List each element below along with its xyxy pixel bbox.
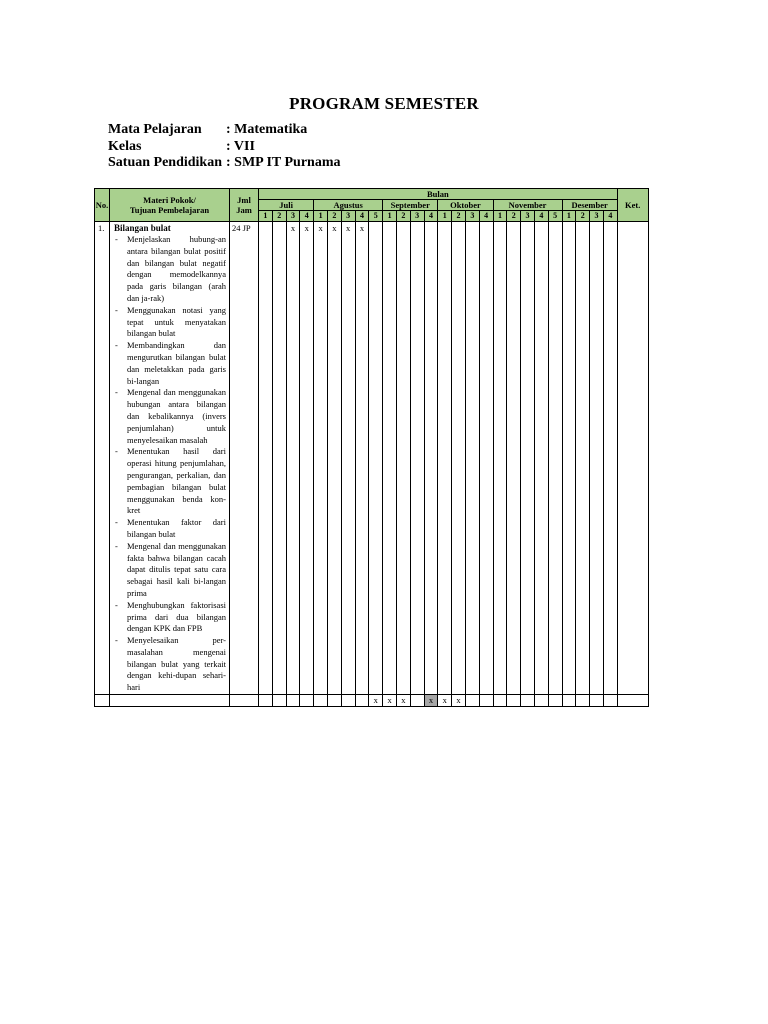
header-month: November bbox=[493, 200, 562, 211]
bullet-dash: - bbox=[115, 446, 118, 457]
week-mark-cell bbox=[355, 695, 369, 707]
week-mark-cell bbox=[479, 695, 493, 707]
header-week: 2 bbox=[452, 211, 466, 222]
week-mark-cell bbox=[576, 222, 590, 695]
header-week: 1 bbox=[438, 211, 452, 222]
header-materi-line1: Materi Pokok/ bbox=[143, 195, 196, 205]
week-mark-cell bbox=[548, 695, 562, 707]
week-mark-cell: x bbox=[396, 695, 410, 707]
jml-jam-cell bbox=[230, 695, 259, 707]
week-mark-cell bbox=[479, 222, 493, 695]
objective-text: Menentukan faktor dari bilangan bulat bbox=[127, 517, 226, 539]
header-month: Desember bbox=[562, 200, 617, 211]
week-mark-cell bbox=[286, 695, 300, 707]
week-mark-cell bbox=[590, 695, 604, 707]
week-mark-cell bbox=[603, 695, 617, 707]
week-mark-cell bbox=[383, 222, 397, 695]
week-mark-cell bbox=[562, 222, 576, 695]
header-week: 3 bbox=[341, 211, 355, 222]
objective-item bbox=[114, 305, 226, 340]
objective-item bbox=[114, 541, 226, 600]
week-mark-cell: x bbox=[369, 695, 383, 707]
header-week: 3 bbox=[410, 211, 424, 222]
header-week: 5 bbox=[548, 211, 562, 222]
bullet-dash: - bbox=[115, 387, 118, 398]
week-mark-cell: x bbox=[452, 695, 466, 707]
week-mark-cell bbox=[507, 222, 521, 695]
header-week: 4 bbox=[300, 211, 314, 222]
week-mark-cell bbox=[259, 222, 273, 695]
objective-text: Mengenal dan menggunakan fakta bahwa bilangan cacah dapat ditulis tepat satu cara sebagai hasil kali bi-langan prima bbox=[127, 540, 226, 598]
objective-text: Menyelesaikan per-masalahan mengenai bilangan bulat yang terkait dengan kehi-dupan sehari-hari bbox=[127, 635, 226, 693]
bullet-dash: - bbox=[115, 540, 118, 551]
week-mark-cell bbox=[259, 695, 273, 707]
header-week: 3 bbox=[521, 211, 535, 222]
header-materi-line2: Tujuan Pembelajaran bbox=[129, 205, 210, 215]
bullet-dash: - bbox=[115, 599, 118, 610]
table-row bbox=[95, 695, 649, 707]
info-value: : Matematika bbox=[226, 122, 308, 137]
info-satuan-pendidikan bbox=[108, 155, 340, 172]
week-mark-cell bbox=[369, 222, 383, 695]
header-week: 1 bbox=[314, 211, 328, 222]
document-title: PROGRAM SEMESTER bbox=[289, 94, 479, 113]
week-mark-cell bbox=[562, 695, 576, 707]
header-jml-line1: Jml bbox=[237, 195, 251, 205]
objective-text: Menggunakan notasi yang tepat untuk menyatakan bilangan bulat bbox=[127, 304, 226, 339]
header-bulan: Bulan bbox=[259, 189, 618, 200]
bullet-dash: - bbox=[115, 635, 118, 646]
week-mark-cell bbox=[438, 222, 452, 695]
week-mark-cell bbox=[534, 222, 548, 695]
bullet-dash: - bbox=[115, 517, 118, 528]
header-no: No. bbox=[95, 189, 110, 222]
header-month: Oktober bbox=[438, 200, 493, 211]
header-row bbox=[95, 189, 649, 200]
info-label: Kelas bbox=[108, 138, 142, 154]
week-mark-cell bbox=[410, 695, 424, 707]
table-row bbox=[95, 222, 649, 695]
week-mark-cell bbox=[603, 222, 617, 695]
objective-item bbox=[114, 517, 226, 541]
week-mark-cell: x bbox=[327, 222, 341, 695]
week-mark-cell: x bbox=[424, 695, 438, 707]
week-mark-cell bbox=[314, 695, 328, 707]
week-mark-cell bbox=[521, 695, 535, 707]
objective-item bbox=[114, 234, 226, 305]
header-week: 5 bbox=[369, 211, 383, 222]
header-week: 1 bbox=[383, 211, 397, 222]
objective-list bbox=[114, 234, 226, 694]
header-month: Juli bbox=[259, 200, 314, 211]
ket-cell bbox=[617, 695, 648, 707]
objective-text: Menentukan hasil dari operasi hitung penjumlahan, pengurangan, perkalian, dan pembagian bilangan bulat menggunakan benda kon-kret bbox=[127, 446, 226, 516]
info-kelas bbox=[108, 139, 340, 156]
week-mark-cell bbox=[424, 222, 438, 695]
objective-text: Membandingkan dan mengurutkan bilangan bulat dan meletakkan pada garis bi-langan bbox=[127, 340, 226, 386]
week-mark-cell bbox=[272, 695, 286, 707]
week-mark-cell bbox=[521, 222, 535, 695]
week-mark-cell bbox=[327, 695, 341, 707]
row-number: 1. bbox=[95, 222, 110, 695]
header-week: 4 bbox=[603, 211, 617, 222]
header-week: 4 bbox=[424, 211, 438, 222]
header-week: 1 bbox=[562, 211, 576, 222]
info-label: Mata Pelajaran bbox=[108, 122, 202, 137]
topic-title: Bilangan bulat bbox=[114, 223, 171, 233]
header-month: September bbox=[383, 200, 438, 211]
week-mark-cell: x bbox=[355, 222, 369, 695]
objective-item bbox=[114, 446, 226, 517]
header-week: 2 bbox=[576, 211, 590, 222]
bullet-dash: - bbox=[115, 234, 118, 244]
header-week: 3 bbox=[286, 211, 300, 222]
week-mark-cell bbox=[534, 695, 548, 707]
info-value: : SMP IT Purnama bbox=[226, 155, 341, 170]
header-jml-jam bbox=[230, 189, 259, 222]
week-mark-cell bbox=[272, 222, 286, 695]
header-week: 3 bbox=[590, 211, 604, 222]
week-mark-cell: x bbox=[383, 695, 397, 707]
header-ket: Ket. bbox=[617, 189, 648, 222]
header-week: 3 bbox=[465, 211, 479, 222]
week-mark-cell bbox=[465, 222, 479, 695]
semester-program-table bbox=[94, 188, 649, 707]
header-week: 4 bbox=[534, 211, 548, 222]
week-mark-cell bbox=[493, 695, 507, 707]
week-mark-cell bbox=[396, 222, 410, 695]
materi-cell bbox=[110, 695, 230, 707]
objective-item bbox=[114, 600, 226, 635]
week-mark-cell bbox=[300, 695, 314, 707]
header-week: 2 bbox=[507, 211, 521, 222]
header-week: 2 bbox=[272, 211, 286, 222]
week-mark-cell bbox=[410, 222, 424, 695]
row-number bbox=[95, 695, 110, 707]
info-block bbox=[108, 122, 340, 172]
info-label: Satuan Pendidikan bbox=[108, 155, 222, 170]
week-mark-cell bbox=[493, 222, 507, 695]
week-mark-cell bbox=[465, 695, 479, 707]
header-week: 2 bbox=[327, 211, 341, 222]
jml-jam-cell: 24 JP bbox=[230, 222, 259, 695]
week-mark-cell: x bbox=[438, 695, 452, 707]
week-mark-cell: x bbox=[341, 222, 355, 695]
header-week: 4 bbox=[355, 211, 369, 222]
info-mata-pelajaran bbox=[108, 122, 340, 139]
week-mark-cell bbox=[507, 695, 521, 707]
week-mark-cell bbox=[548, 222, 562, 695]
header-month: Agustus bbox=[314, 200, 383, 211]
header-week: 2 bbox=[396, 211, 410, 222]
week-mark-cell: x bbox=[286, 222, 300, 695]
ket-cell bbox=[617, 222, 648, 695]
header-materi bbox=[110, 189, 230, 222]
week-mark-cell bbox=[452, 222, 466, 695]
header-week: 4 bbox=[479, 211, 493, 222]
objective-item bbox=[114, 340, 226, 387]
header-week: 1 bbox=[493, 211, 507, 222]
week-mark-cell bbox=[576, 695, 590, 707]
week-mark-cell bbox=[341, 695, 355, 707]
objective-text: Menjelaskan hubung-an antara bilangan bulat positif dan bilangan bulat negatif dengan memodelkannya pada garis bilangan (arah dan ja-rak) bbox=[127, 234, 226, 303]
materi-cell bbox=[110, 222, 230, 695]
bullet-dash: - bbox=[115, 340, 118, 351]
week-mark-cell bbox=[590, 222, 604, 695]
header-week: 1 bbox=[259, 211, 273, 222]
info-value: : VII bbox=[226, 138, 255, 154]
objective-text: Mengenal dan menggunakan hubungan antara bilangan dan kebalikannya (invers penjumlahan) untuk menyelesaikan masalah bbox=[127, 387, 226, 445]
objective-item bbox=[114, 387, 226, 446]
week-mark-cell: x bbox=[314, 222, 328, 695]
header-jml-line2: Jam bbox=[236, 205, 252, 215]
week-mark-cell: x bbox=[300, 222, 314, 695]
objective-text: Menghubungkan faktorisasi prima dari dua bilangan dengan KPK dan FPB bbox=[127, 599, 226, 634]
bullet-dash: - bbox=[115, 304, 118, 315]
objective-item bbox=[114, 635, 226, 694]
